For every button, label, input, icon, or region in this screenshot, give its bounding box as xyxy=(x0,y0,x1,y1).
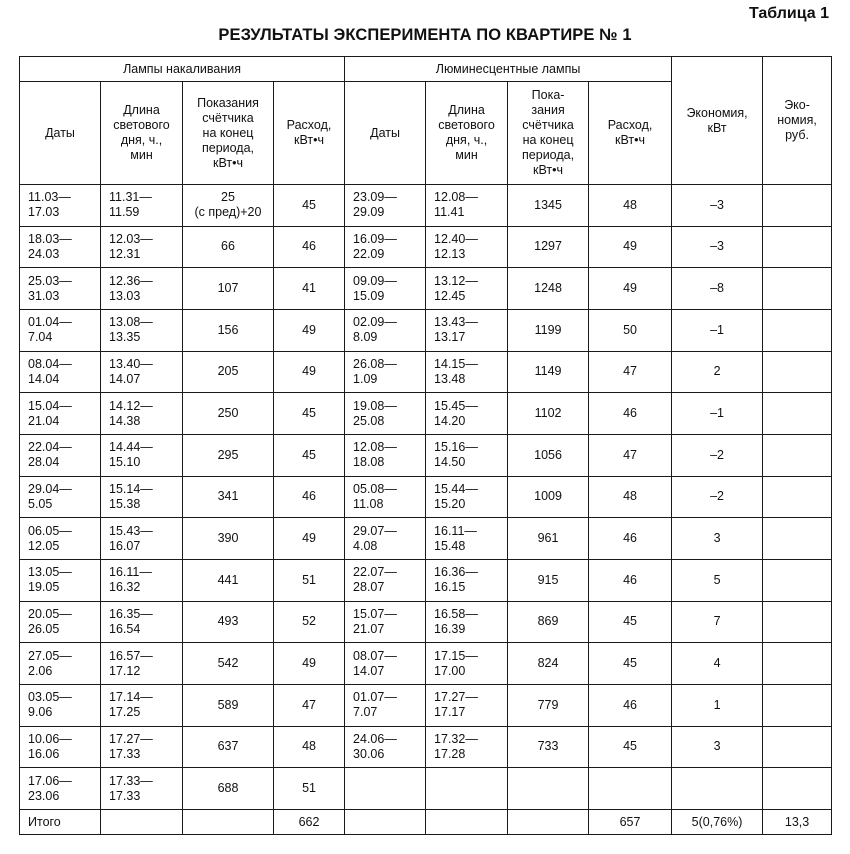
fl-daylength-cell: 14.15— 13.48 xyxy=(426,351,508,393)
table-row xyxy=(20,601,832,643)
fl-usage-cell: 45 xyxy=(589,643,672,685)
page-title: РЕЗУЛЬТАТЫ ЭКСПЕРИМЕНТА ПО КВАРТИРЕ № 1 xyxy=(218,26,632,44)
inc-daylength-cell: 15.14— 15.38 xyxy=(101,476,183,518)
fl-meter-cell: 1009 xyxy=(508,476,589,518)
totals-empty-cell xyxy=(101,810,183,835)
inc-dates-cell: 11.03— 17.03 xyxy=(20,185,101,227)
economy-rub-cell xyxy=(763,268,832,310)
fl-usage-cell xyxy=(589,768,672,810)
inc-meter-cell: 295 xyxy=(183,434,274,476)
table-footer xyxy=(20,810,832,835)
totals-empty-cell xyxy=(183,810,274,835)
inc-daylength-cell: 14.12— 14.38 xyxy=(101,393,183,435)
economy-kwt-cell: 4 xyxy=(672,643,763,685)
economy-kwt-cell: –2 xyxy=(672,434,763,476)
inc-meter-cell: 441 xyxy=(183,559,274,601)
inc-dates-cell: 29.04— 5.05 xyxy=(20,476,101,518)
totals-empty-cell xyxy=(345,810,426,835)
fl-usage-cell: 49 xyxy=(589,226,672,268)
inc-usage-cell: 46 xyxy=(274,226,345,268)
inc-dates-cell: 01.04— 7.04 xyxy=(20,309,101,351)
header-group-incandescent: Лампы накаливания xyxy=(20,57,345,82)
economy-kwt-cell: 3 xyxy=(672,726,763,768)
inc-dates-cell: 10.06— 16.06 xyxy=(20,726,101,768)
fl-daylength-cell: 13.12— 12.45 xyxy=(426,268,508,310)
inc-meter-cell: 25 (с пред)+20 xyxy=(183,185,274,227)
fl-meter-cell: 1102 xyxy=(508,393,589,435)
inc-dates-cell: 25.03— 31.03 xyxy=(20,268,101,310)
fl-meter-cell: 824 xyxy=(508,643,589,685)
fl-usage-cell: 46 xyxy=(589,684,672,726)
table-row xyxy=(20,726,832,768)
fl-dates-cell: 29.07— 4.08 xyxy=(345,518,426,560)
totals-fl-usage: 657 xyxy=(589,810,672,835)
inc-meter-cell: 637 xyxy=(183,726,274,768)
fl-dates-cell: 22.07— 28.07 xyxy=(345,559,426,601)
economy-kwt-cell: –8 xyxy=(672,268,763,310)
fl-usage-cell: 46 xyxy=(589,559,672,601)
fl-dates-cell: 01.07— 7.07 xyxy=(345,684,426,726)
inc-usage-cell: 45 xyxy=(274,393,345,435)
table-row xyxy=(20,684,832,726)
fl-usage-cell: 47 xyxy=(589,434,672,476)
fl-daylength-cell: 17.27— 17.17 xyxy=(426,684,508,726)
economy-kwt-cell: 7 xyxy=(672,601,763,643)
header-fl-usage: Расход, кВт•ч xyxy=(589,82,672,185)
inc-usage-cell: 49 xyxy=(274,643,345,685)
fl-daylength-cell: 15.44— 15.20 xyxy=(426,476,508,518)
totals-empty-cell xyxy=(508,810,589,835)
inc-daylength-cell: 13.08— 13.35 xyxy=(101,309,183,351)
economy-kwt-cell: 5 xyxy=(672,559,763,601)
inc-usage-cell: 45 xyxy=(274,434,345,476)
economy-kwt-cell: 2 xyxy=(672,351,763,393)
fl-dates-cell: 24.06— 30.06 xyxy=(345,726,426,768)
results-table xyxy=(19,56,832,835)
fl-daylength-cell: 17.32— 17.28 xyxy=(426,726,508,768)
inc-daylength-cell: 17.33— 17.33 xyxy=(101,768,183,810)
fl-dates-cell: 23.09— 29.09 xyxy=(345,185,426,227)
header-inc-dates: Даты xyxy=(20,82,101,185)
table-row xyxy=(20,268,832,310)
fl-dates-cell: 05.08— 11.08 xyxy=(345,476,426,518)
fl-daylength-cell xyxy=(426,768,508,810)
header-inc-daylength: Длина светового дня, ч., мин xyxy=(101,82,183,185)
inc-usage-cell: 49 xyxy=(274,309,345,351)
inc-daylength-cell: 12.36— 13.03 xyxy=(101,268,183,310)
fl-meter-cell: 961 xyxy=(508,518,589,560)
fl-daylength-cell: 16.58— 16.39 xyxy=(426,601,508,643)
fl-usage-cell: 46 xyxy=(589,518,672,560)
inc-dates-cell: 22.04— 28.04 xyxy=(20,434,101,476)
inc-meter-cell: 688 xyxy=(183,768,274,810)
fl-dates-cell: 02.09— 8.09 xyxy=(345,309,426,351)
fl-usage-cell: 47 xyxy=(589,351,672,393)
fl-meter-cell: 1149 xyxy=(508,351,589,393)
fl-meter-cell: 915 xyxy=(508,559,589,601)
economy-rub-cell xyxy=(763,518,832,560)
economy-rub-cell xyxy=(763,351,832,393)
totals-economy-rub: 13,3 xyxy=(763,810,832,835)
fl-usage-cell: 50 xyxy=(589,309,672,351)
table-row xyxy=(20,185,832,227)
fl-dates-cell: 15.07— 21.07 xyxy=(345,601,426,643)
header-fl-daylength: Длина светового дня, ч., мин xyxy=(426,82,508,185)
totals-empty-cell xyxy=(426,810,508,835)
economy-kwt-cell: –1 xyxy=(672,309,763,351)
economy-rub-cell xyxy=(763,309,832,351)
table-row xyxy=(20,434,832,476)
inc-usage-cell: 49 xyxy=(274,351,345,393)
header-fl-dates: Даты xyxy=(345,82,426,185)
inc-dates-cell: 27.05— 2.06 xyxy=(20,643,101,685)
inc-dates-cell: 20.05— 26.05 xyxy=(20,601,101,643)
inc-daylength-cell: 16.35— 16.54 xyxy=(101,601,183,643)
inc-usage-cell: 49 xyxy=(274,518,345,560)
table-body xyxy=(20,185,832,810)
inc-dates-cell: 18.03— 24.03 xyxy=(20,226,101,268)
totals-row xyxy=(20,810,832,835)
economy-rub-cell xyxy=(763,684,832,726)
inc-dates-cell: 06.05— 12.05 xyxy=(20,518,101,560)
fl-dates-cell: 08.07— 14.07 xyxy=(345,643,426,685)
inc-usage-cell: 41 xyxy=(274,268,345,310)
fl-meter-cell: 869 xyxy=(508,601,589,643)
inc-meter-cell: 390 xyxy=(183,518,274,560)
header-fl-meter: Пока- зания счётчика на конец периода, кВт•ч xyxy=(508,82,589,185)
inc-dates-cell: 03.05— 9.06 xyxy=(20,684,101,726)
table-row xyxy=(20,309,832,351)
economy-rub-cell xyxy=(763,601,832,643)
inc-meter-cell: 493 xyxy=(183,601,274,643)
inc-usage-cell: 51 xyxy=(274,559,345,601)
inc-daylength-cell: 17.27— 17.33 xyxy=(101,726,183,768)
economy-kwt-cell: –2 xyxy=(672,476,763,518)
fl-daylength-cell: 13.43— 13.17 xyxy=(426,309,508,351)
fl-meter-cell: 1199 xyxy=(508,309,589,351)
fl-daylength-cell: 16.11— 15.48 xyxy=(426,518,508,560)
fl-usage-cell: 45 xyxy=(589,601,672,643)
fl-usage-cell: 48 xyxy=(589,476,672,518)
fl-dates-cell: 12.08— 18.08 xyxy=(345,434,426,476)
fl-meter-cell: 1248 xyxy=(508,268,589,310)
economy-rub-cell xyxy=(763,726,832,768)
economy-rub-cell xyxy=(763,476,832,518)
inc-daylength-cell: 13.40— 14.07 xyxy=(101,351,183,393)
header-group-fluorescent: Люминесцентные лампы xyxy=(345,57,672,82)
table-row xyxy=(20,559,832,601)
economy-rub-cell xyxy=(763,393,832,435)
table-row xyxy=(20,768,832,810)
totals-inc-usage: 662 xyxy=(274,810,345,835)
fl-dates-cell: 16.09— 22.09 xyxy=(345,226,426,268)
fl-meter-cell: 1056 xyxy=(508,434,589,476)
fl-daylength-cell: 15.45— 14.20 xyxy=(426,393,508,435)
inc-usage-cell: 52 xyxy=(274,601,345,643)
inc-daylength-cell: 15.43— 16.07 xyxy=(101,518,183,560)
table-row xyxy=(20,351,832,393)
inc-usage-cell: 46 xyxy=(274,476,345,518)
economy-rub-cell xyxy=(763,559,832,601)
header-inc-meter: Показания счётчика на конец периода, кВт•ч xyxy=(183,82,274,185)
economy-kwt-cell: –3 xyxy=(672,185,763,227)
economy-rub-cell xyxy=(763,434,832,476)
fl-dates-cell: 26.08— 1.09 xyxy=(345,351,426,393)
fl-meter-cell: 1345 xyxy=(508,185,589,227)
fl-usage-cell: 45 xyxy=(589,726,672,768)
fl-usage-cell: 48 xyxy=(589,185,672,227)
economy-kwt-cell xyxy=(672,768,763,810)
inc-daylength-cell: 11.31— 11.59 xyxy=(101,185,183,227)
inc-dates-cell: 17.06— 23.06 xyxy=(20,768,101,810)
table-row xyxy=(20,476,832,518)
economy-kwt-cell: –3 xyxy=(672,226,763,268)
inc-usage-cell: 45 xyxy=(274,185,345,227)
fl-meter-cell: 779 xyxy=(508,684,589,726)
inc-dates-cell: 13.05— 19.05 xyxy=(20,559,101,601)
totals-label: Итого xyxy=(20,810,101,835)
fl-daylength-cell: 16.36— 16.15 xyxy=(426,559,508,601)
economy-kwt-cell: 3 xyxy=(672,518,763,560)
table-row xyxy=(20,518,832,560)
inc-usage-cell: 47 xyxy=(274,684,345,726)
fl-meter-cell: 1297 xyxy=(508,226,589,268)
inc-meter-cell: 542 xyxy=(183,643,274,685)
economy-rub-cell xyxy=(763,768,832,810)
inc-meter-cell: 66 xyxy=(183,226,274,268)
inc-dates-cell: 15.04— 21.04 xyxy=(20,393,101,435)
inc-daylength-cell: 12.03— 12.31 xyxy=(101,226,183,268)
totals-economy-kwt: 5(0,76%) xyxy=(672,810,763,835)
economy-kwt-cell: –1 xyxy=(672,393,763,435)
inc-usage-cell: 51 xyxy=(274,768,345,810)
economy-rub-cell xyxy=(763,185,832,227)
table-row xyxy=(20,226,832,268)
fl-dates-cell: 19.08— 25.08 xyxy=(345,393,426,435)
fl-daylength-cell: 12.08— 11.41 xyxy=(426,185,508,227)
fl-meter-cell: 733 xyxy=(508,726,589,768)
inc-meter-cell: 156 xyxy=(183,309,274,351)
inc-daylength-cell: 17.14— 17.25 xyxy=(101,684,183,726)
inc-meter-cell: 589 xyxy=(183,684,274,726)
inc-daylength-cell: 16.11— 16.32 xyxy=(101,559,183,601)
inc-usage-cell: 48 xyxy=(274,726,345,768)
inc-meter-cell: 205 xyxy=(183,351,274,393)
header-inc-usage: Расход, кВт•ч xyxy=(274,82,345,185)
fl-usage-cell: 49 xyxy=(589,268,672,310)
fl-dates-cell: 09.09— 15.09 xyxy=(345,268,426,310)
inc-meter-cell: 107 xyxy=(183,268,274,310)
economy-rub-cell xyxy=(763,226,832,268)
header-economy-kwt: Экономия, кВт xyxy=(672,57,763,185)
header-economy-rub: Эко- номия, руб. xyxy=(763,57,832,185)
inc-daylength-cell: 14.44— 15.10 xyxy=(101,434,183,476)
fl-daylength-cell: 15.16— 14.50 xyxy=(426,434,508,476)
table-row xyxy=(20,643,832,685)
fl-daylength-cell: 17.15— 17.00 xyxy=(426,643,508,685)
table-row xyxy=(20,393,832,435)
inc-meter-cell: 250 xyxy=(183,393,274,435)
economy-rub-cell xyxy=(763,643,832,685)
table-header xyxy=(20,57,832,185)
inc-meter-cell: 341 xyxy=(183,476,274,518)
table-number-label: Таблица 1 xyxy=(748,5,829,22)
fl-meter-cell xyxy=(508,768,589,810)
fl-dates-cell xyxy=(345,768,426,810)
fl-daylength-cell: 12.40— 12.13 xyxy=(426,226,508,268)
inc-dates-cell: 08.04— 14.04 xyxy=(20,351,101,393)
inc-daylength-cell: 16.57— 17.12 xyxy=(101,643,183,685)
fl-usage-cell: 46 xyxy=(589,393,672,435)
economy-kwt-cell: 1 xyxy=(672,684,763,726)
